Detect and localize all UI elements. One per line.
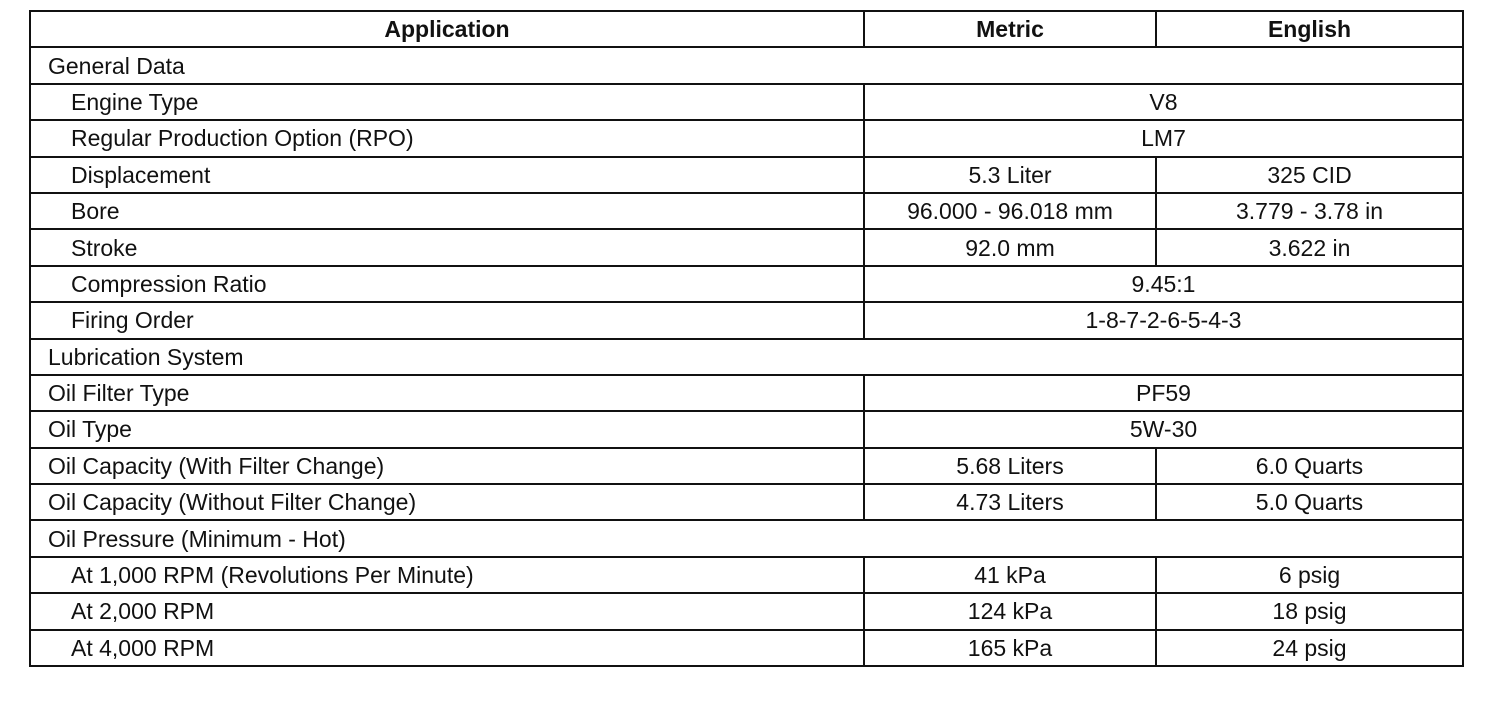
row-label: Engine Type — [30, 84, 864, 120]
section-label: Lubrication System — [30, 339, 1463, 375]
table-row — [30, 557, 1463, 593]
metric-value: 96.000 - 96.018 mm — [864, 193, 1156, 229]
header-english: English — [1156, 11, 1463, 47]
row-label: Oil Capacity (Without Filter Change) — [30, 484, 864, 520]
row-label: Compression Ratio — [30, 266, 864, 302]
row-label: At 4,000 RPM — [30, 630, 864, 666]
english-value: 6.0 Quarts — [1156, 448, 1463, 484]
combined-value: 1-8-7-2-6-5-4-3 — [864, 302, 1463, 338]
english-value: 24 psig — [1156, 630, 1463, 666]
combined-value: 5W-30 — [864, 411, 1463, 447]
row-label: Oil Filter Type — [30, 375, 864, 411]
english-value: 18 psig — [1156, 593, 1463, 629]
row-label: Firing Order — [30, 302, 864, 338]
table-row — [30, 411, 1463, 447]
metric-value: 124 kPa — [864, 593, 1156, 629]
table-row — [30, 302, 1463, 338]
table-row — [30, 630, 1463, 666]
section-label: Oil Pressure (Minimum - Hot) — [30, 520, 1463, 556]
table-header-row — [30, 11, 1463, 47]
section-label: General Data — [30, 47, 1463, 83]
table-row — [30, 157, 1463, 193]
table-body — [30, 47, 1463, 666]
table-row — [30, 448, 1463, 484]
header-metric: Metric — [864, 11, 1156, 47]
row-label: Displacement — [30, 157, 864, 193]
table-row — [30, 375, 1463, 411]
metric-value: 5.3 Liter — [864, 157, 1156, 193]
section-row — [30, 339, 1463, 375]
combined-value: 9.45:1 — [864, 266, 1463, 302]
row-label: At 1,000 RPM (Revolutions Per Minute) — [30, 557, 864, 593]
section-row — [30, 520, 1463, 556]
table-row — [30, 229, 1463, 265]
combined-value: LM7 — [864, 120, 1463, 156]
english-value: 6 psig — [1156, 557, 1463, 593]
metric-value: 165 kPa — [864, 630, 1156, 666]
row-label: Bore — [30, 193, 864, 229]
english-value: 3.622 in — [1156, 229, 1463, 265]
metric-value: 5.68 Liters — [864, 448, 1156, 484]
table-row — [30, 193, 1463, 229]
english-value: 5.0 Quarts — [1156, 484, 1463, 520]
table-row — [30, 266, 1463, 302]
table-row — [30, 484, 1463, 520]
row-label: Oil Capacity (With Filter Change) — [30, 448, 864, 484]
row-label: At 2,000 RPM — [30, 593, 864, 629]
row-label: Stroke — [30, 229, 864, 265]
metric-value: 92.0 mm — [864, 229, 1156, 265]
row-label: Oil Type — [30, 411, 864, 447]
engine-specifications-table — [29, 10, 1464, 667]
header-application: Application — [30, 11, 864, 47]
combined-value: V8 — [864, 84, 1463, 120]
metric-value: 41 kPa — [864, 557, 1156, 593]
table-row — [30, 593, 1463, 629]
english-value: 3.779 - 3.78 in — [1156, 193, 1463, 229]
table-row — [30, 120, 1463, 156]
english-value: 325 CID — [1156, 157, 1463, 193]
metric-value: 4.73 Liters — [864, 484, 1156, 520]
row-label: Regular Production Option (RPO) — [30, 120, 864, 156]
section-row — [30, 47, 1463, 83]
combined-value: PF59 — [864, 375, 1463, 411]
table-row — [30, 84, 1463, 120]
